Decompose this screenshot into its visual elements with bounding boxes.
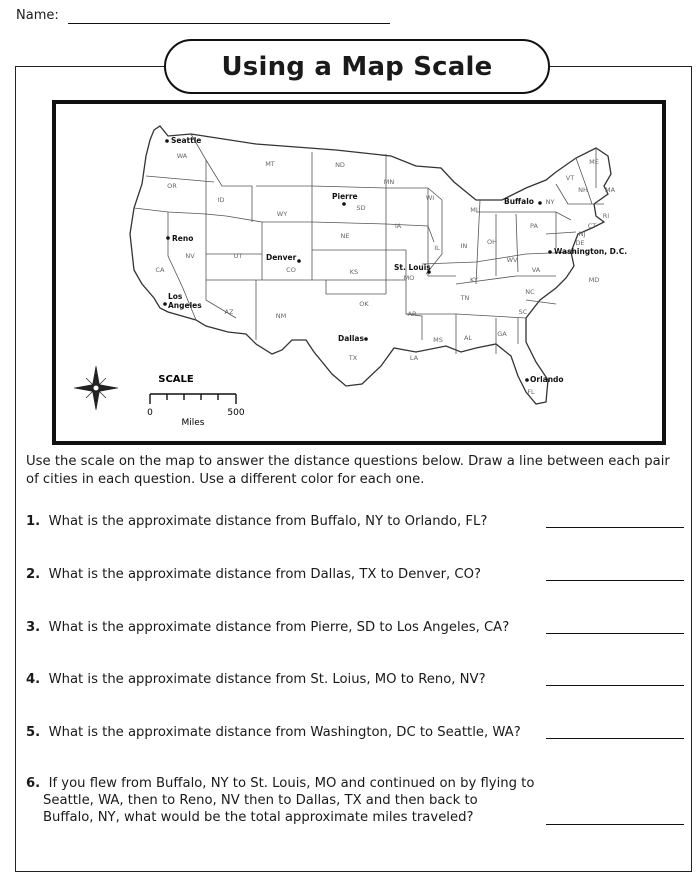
answer-line-1[interactable] xyxy=(546,527,684,528)
scale-unit: Miles xyxy=(181,418,205,428)
svg-text:AL: AL xyxy=(463,334,473,342)
svg-text:RI: RI xyxy=(602,212,610,220)
svg-text:UT: UT xyxy=(233,252,243,260)
svg-text:VT: VT xyxy=(565,174,575,182)
svg-text:NV: NV xyxy=(185,252,195,260)
us-map xyxy=(52,100,666,445)
svg-text:CO: CO xyxy=(286,266,296,274)
answer-line-4[interactable] xyxy=(546,685,684,686)
question-3: 3. What is the approximate distance from Pierre, SD to Los Angeles, CA? xyxy=(26,620,510,635)
scale-title: SCALE xyxy=(158,374,194,385)
svg-text:NJ: NJ xyxy=(578,230,586,238)
name-label: Name: xyxy=(16,8,59,23)
svg-text:GA: GA xyxy=(497,330,507,338)
svg-text:NH: NH xyxy=(578,186,588,194)
compass-rose-icon xyxy=(74,366,118,410)
svg-text:IA: IA xyxy=(394,222,402,230)
city-los-angeles-line2: Angeles xyxy=(168,301,202,310)
svg-text:MS: MS xyxy=(433,336,443,344)
svg-text:KS: KS xyxy=(349,268,359,276)
city-denver: Denver xyxy=(266,253,297,262)
svg-text:FL: FL xyxy=(527,388,535,396)
svg-text:OH: OH xyxy=(486,238,498,246)
answer-line-5[interactable] xyxy=(546,738,684,739)
question-1: 1. What is the approximate distance from Buffalo, NY to Orlando, FL? xyxy=(26,514,488,529)
svg-text:MI: MI xyxy=(470,206,478,214)
svg-text:CA: CA xyxy=(155,266,165,274)
svg-text:WA: WA xyxy=(176,152,188,160)
question-6: 6. If you flew from Buffalo, NY to St. Louis, MO and continued on by flying to Seattle, WA, then to Reno, NV then to Dallas, TX and then back to Buffalo, NY, what would be the total approximate miles traveled? xyxy=(26,776,535,825)
svg-text:NC: NC xyxy=(525,288,535,296)
city-los-angeles-line1: Los xyxy=(168,292,183,301)
answer-line-2[interactable] xyxy=(546,580,684,581)
question-5: 5. What is the approximate distance from Washington, DC to Seattle, WA? xyxy=(26,725,521,740)
svg-text:ND: ND xyxy=(335,161,345,169)
svg-text:ID: ID xyxy=(217,196,225,204)
svg-text:WI: WI xyxy=(425,194,435,202)
worksheet-title: Using a Map Scale xyxy=(164,39,550,94)
svg-text:IL: IL xyxy=(434,244,440,252)
svg-text:AZ: AZ xyxy=(224,308,234,316)
svg-text:MO: MO xyxy=(403,274,415,282)
city-pierre: Pierre xyxy=(332,192,358,201)
svg-text:WY: WY xyxy=(276,210,288,218)
answer-line-6[interactable] xyxy=(546,824,684,825)
svg-text:TN: TN xyxy=(460,294,470,302)
svg-text:MA: MA xyxy=(604,186,616,194)
city-seattle: Seattle xyxy=(171,136,202,145)
svg-text:OR: OR xyxy=(167,182,177,190)
city-buffalo: Buffalo xyxy=(504,197,534,206)
svg-text:NE: NE xyxy=(340,232,350,240)
svg-text:ME: ME xyxy=(589,158,599,166)
question-2: 2. What is the approximate distance from Dallas, TX to Denver, CO? xyxy=(26,567,481,582)
name-input-line[interactable] xyxy=(68,23,390,24)
svg-text:VA: VA xyxy=(531,266,541,274)
svg-text:MN: MN xyxy=(383,178,395,186)
svg-text:KY: KY xyxy=(469,276,479,284)
answer-line-3[interactable] xyxy=(546,633,684,634)
svg-text:AR: AR xyxy=(407,310,417,318)
city-orlando: Orlando xyxy=(530,375,564,384)
svg-text:SD: SD xyxy=(356,204,366,212)
svg-text:NY: NY xyxy=(545,198,555,206)
city-reno: Reno xyxy=(172,234,194,243)
svg-text:TX: TX xyxy=(348,354,358,362)
svg-text:DE: DE xyxy=(575,239,585,247)
scale-bar xyxy=(147,374,245,428)
svg-text:CT: CT xyxy=(587,222,597,230)
svg-text:MT: MT xyxy=(265,160,275,168)
svg-text:WV: WV xyxy=(506,256,518,264)
city-washington-dc: Washington, D.C. xyxy=(554,247,628,256)
svg-text:SC: SC xyxy=(518,308,528,316)
svg-text:IN: IN xyxy=(460,242,468,250)
svg-text:NM: NM xyxy=(275,312,287,320)
svg-text:LA: LA xyxy=(409,354,419,362)
svg-text:OK: OK xyxy=(359,300,369,308)
city-st-louis: St. Louis xyxy=(394,263,431,272)
city-dallas: Dallas xyxy=(338,334,364,343)
svg-text:MD: MD xyxy=(588,276,600,284)
scale-min: 0 xyxy=(147,408,153,418)
svg-text:PA: PA xyxy=(530,222,538,230)
question-4: 4. What is the approximate distance from St. Loius, MO to Reno, NV? xyxy=(26,672,486,687)
scale-max: 500 xyxy=(227,408,245,418)
us-outline xyxy=(130,126,611,404)
instructions-text: Use the scale on the map to answer the distance questions below. Draw a line between each pair of cities in each question. Use a different color for each one. xyxy=(26,454,670,487)
us-map-drawing xyxy=(56,104,662,441)
